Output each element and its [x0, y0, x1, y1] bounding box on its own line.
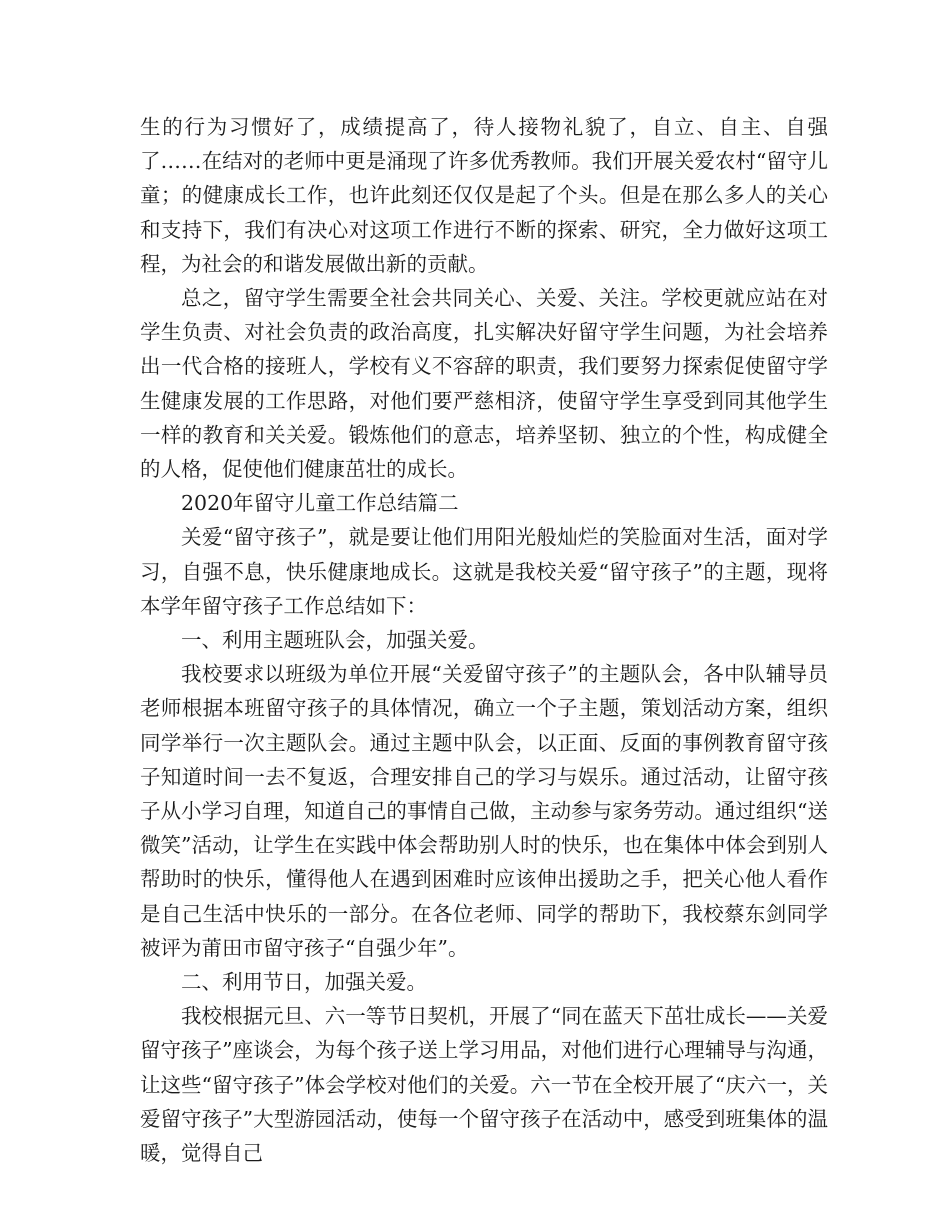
paragraph-intro: 关爱“留守孩子”，就是要让他们用阳光般灿烂的笑脸面对生活，面对学习，自强不息，快乐健康地成长。这就是我校关爱“留守孩子”的主题，现将本学年留守孩子工作总结如下：: [140, 525, 828, 618]
paragraph-1: 生的行为习惯好了，成绩提高了，待人接物礼貌了，自立、自主、自强了……在结对的老师中更是涌现了许多优秀教师。我们开展关爱农村“留守儿童；的健康成长工作，也许此刻还仅仅是起了个头。但是在那么多人的关心和支持下，我们有决心对这项工作进行不断的探索、研究，全力做好这项工程，为社会的和谐发展做出新的贡献。: [140, 115, 828, 276]
paragraph-3: 我校要求以班级为单位开展“关爱留守孩子”的主题队会，各中队辅导员老师根据本班留守孩子的具体情况，确立一个子主题，策划活动方案，组织同学举行一次主题队会。通过主题中队会，以正面、反面的事例教育留守孩子知道时间一去不复返，合理安排自己的学习与娱乐。通过活动，让留守孩子从小学习自理，知道自己的事情自己做，主动参与家务劳动。通过组织“送微笑”活动，让学生在实践中体会帮助别人时的快乐，也在集体中体会到别人帮助时的快乐，懂得他人在遇到困难时应该伸出援助之手，把关心他人看作是自己生活中快乐的一部分。在各位老师、同学的帮助下，我校蔡东剑同学被评为莆田市留守孩子“自强少年”。: [140, 662, 828, 960]
paragraph-4: 我校根据元旦、六一等节日契机，开展了“同在蓝天下茁壮成长——关爱留守孩子”座谈会，为每个孩子送上学习用品，对他们进行心理辅导与沟通，让这些“留守孩子”体会学校对他们的关爱。六一节在全校开展了“庆六一，关爱留守孩子”大型游园活动，使每一个留守孩子在活动中，感受到班集体的温暖，觉得自己: [140, 1004, 828, 1166]
section-heading: 2020年留守儿童工作总结篇二: [181, 491, 459, 516]
document-body: [140, 110, 828, 1170]
subheading-1: 一、利用主题班队会，加强关爱。: [181, 628, 489, 653]
subheading-2: 二、利用节日，加强关爱。: [181, 970, 427, 995]
paragraph-2: 总之，留守学生需要全社会共同关心、关爱、关注。学校更就应站在对学生负责、对社会负责的政治高度，扎实解决好留守学生问题，为社会培养出一代合格的接班人，学校有义不容辞的职责，我们要努力探索促使留守学生健康发展的工作思路，对他们要严慈相济，使留守学生享受到同其他学生一样的教育和关关爱。锻炼他们的意志，培养坚韧、独立的个性，构成健全的人格，促使他们健康茁壮的成长。: [140, 286, 828, 482]
